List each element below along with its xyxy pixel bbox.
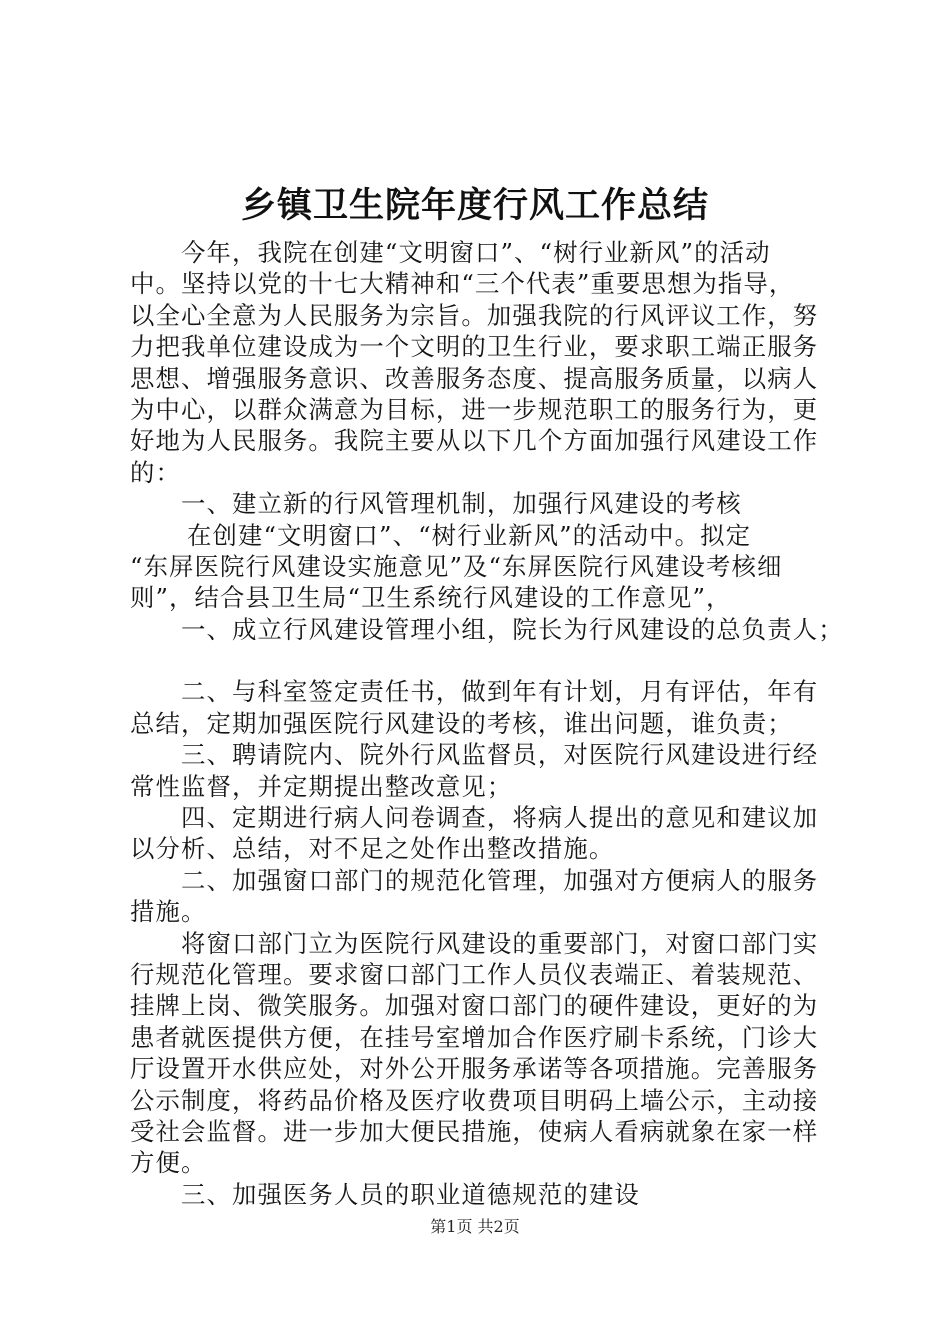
paragraph-line: 力把我单位建设成为一个文明的卫生行业，要求职工端正服务 — [130, 332, 819, 362]
paragraph-line: 在创建“文明窗口”、“树行业新风”的活动中。拟定 — [187, 520, 752, 550]
document-body — [130, 237, 844, 1210]
paragraph-line: 挂牌上岗、微笑服务。加强对窗口部门的硬件建设，更好的为 — [130, 991, 819, 1021]
paragraph-line: 中。坚持以党的十七大精神和“三个代表”重要思想为指导， — [130, 269, 795, 299]
paragraph-line: 的： — [130, 457, 181, 487]
paragraph-line: 好地为人民服务。我院主要从以下几个方面加强行风建设工作 — [130, 426, 819, 456]
paragraph-line: 厅设置开水供应处，对外公开服务承诺等各项措施。完善服务 — [130, 1054, 819, 1084]
paragraph-line: 则”，结合县卫生局“卫生系统行风建设的工作意见”， — [130, 583, 732, 613]
paragraph-line: 总结，定期加强医院行风建设的考核，谁出问题，谁负责； — [130, 708, 793, 738]
paragraph-line: “东屏医院行风建设实施意见”及“东屏医院行风建设考核细 — [130, 551, 783, 581]
blank-line — [130, 645, 830, 676]
paragraph-line: 措施。 — [130, 897, 207, 927]
section-heading: 一、建立新的行风管理机制，加强行风建设的考核 — [181, 489, 742, 519]
paragraph-line: 患者就医提供方便，在挂号室增加合作医疗刷卡系统，门诊大 — [130, 1022, 819, 1052]
paragraph-line: 行规范化管理。要求窗口部门工作人员仪表端正、着装规范、 — [130, 959, 819, 989]
list-item: 三、聘请院内、院外行风监督员，对医院行风建设进行经 — [181, 740, 819, 770]
paragraph-line: 将窗口部门立为医院行风建设的重要部门，对窗口部门实 — [181, 928, 819, 958]
paragraph-line: 以分析、总结，对不足之处作出整改措施。 — [130, 834, 615, 864]
list-item: 四、定期进行病人问卷调查，将病人提出的意见和建议加 — [181, 803, 819, 833]
document-title: 乡镇卫生院年度行风工作总结 — [240, 185, 709, 226]
list-item: 一、成立行风建设管理小组，院长为行风建设的总负责人； — [181, 614, 844, 644]
page-number-footer: 第1页 共2页 — [430, 1217, 520, 1236]
section-heading: 三、加强医务人员的职业道德规范的建设 — [181, 1179, 640, 1209]
paragraph-line: 以全心全意为人民服务为宗旨。加强我院的行风评议工作，努 — [130, 300, 819, 330]
paragraph-line: 常性监督，并定期提出整改意见； — [130, 771, 513, 801]
paragraph-line: 公示制度，将药品价格及医疗收费项目明码上墙公示，主动接 — [130, 1085, 819, 1115]
list-item: 二、与科室签定责任书，做到年有计划，月有评估，年有 — [181, 677, 819, 707]
paragraph-line: 为中心，以群众满意为目标，进一步规范职工的服务行为，更 — [130, 394, 819, 424]
section-heading: 二、加强窗口部门的规范化管理，加强对方便病人的服务 — [181, 865, 819, 895]
paragraph-line: 思想、增强服务意识、改善服务态度、提高服务质量，以病人 — [130, 363, 819, 393]
paragraph-line: 今年，我院在创建“文明窗口”、“树行业新风”的活动 — [181, 238, 771, 267]
paragraph-line: 受社会监督。进一步加大便民措施，使病人看病就象在家一样 — [130, 1116, 819, 1146]
paragraph-line: 方便。 — [130, 1148, 207, 1178]
